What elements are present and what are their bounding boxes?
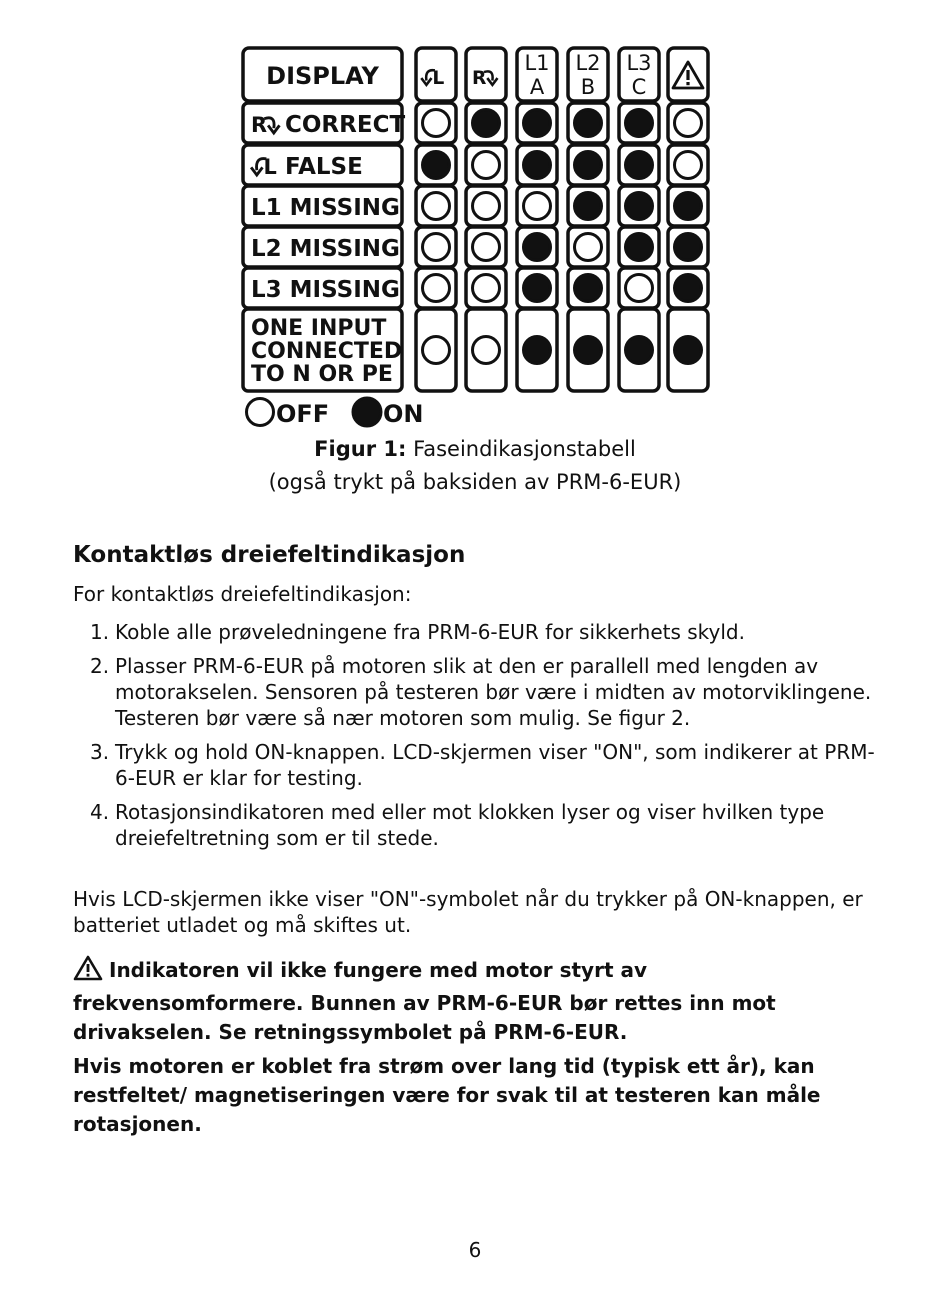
legend-off-label: OFF [276, 400, 330, 428]
legend-on-label: ON [383, 400, 424, 428]
list-item [90, 653, 880, 731]
indicator-off [675, 152, 702, 179]
battery-note: Hvis LCD-skjermen ikke viser "ON"-symbolet når du trykker på ON-knappen, er batteriet utladet og må skiftes ut. [73, 887, 863, 937]
indicator-on [473, 110, 500, 137]
step-text: Plasser PRM-6-EUR på motoren slik at den er parallell med lengden av motorakselen. Sensoren på testeren bør være i midten av motorviklingene. Testeren bør være så nær motoren som mulig. Se figur 2. [115, 654, 872, 730]
svg-text:L: L [263, 155, 277, 179]
phase-table-graphic [0, 0, 950, 440]
indicator-on [524, 110, 551, 137]
indicator-off [575, 234, 602, 261]
indicator-off [524, 193, 551, 220]
indicator-off [423, 275, 450, 302]
section-intro: For kontaktløs dreiefeltindikasjon: [73, 582, 412, 606]
step-text: Koble alle prøveledningene fra PRM-6-EUR for sikkerhets skyld. [115, 620, 745, 644]
list-item [90, 619, 880, 645]
step-number: 4. [90, 800, 110, 824]
row-label-line: TO N OR PE [251, 362, 393, 387]
row-label: L1 MISSING [251, 195, 400, 221]
steps-list [90, 619, 880, 859]
warning-icon [73, 955, 103, 989]
indicator-off [473, 337, 500, 364]
indicator-off [473, 275, 500, 302]
legend-off-circle [247, 399, 274, 426]
indicator-on [675, 275, 702, 302]
indicator-on [575, 152, 602, 179]
indicator-on [675, 193, 702, 220]
indicator-on [575, 110, 602, 137]
indicator-on [423, 152, 450, 179]
step-number: 3. [90, 740, 110, 764]
indicator-on [626, 234, 653, 261]
column-header-phase-sub: C [631, 75, 647, 99]
indicator-on [675, 337, 702, 364]
indicator-on [524, 234, 551, 261]
row-label-line: CONNECTED [251, 339, 403, 364]
column-header-phase-label: L1 [524, 51, 550, 75]
indicator-on [575, 275, 602, 302]
indicator-on [626, 193, 653, 220]
legend-on-circle [353, 398, 381, 426]
page-number: 6 [468, 1238, 482, 1262]
step-number: 2. [90, 654, 110, 678]
indicator-on [575, 337, 602, 364]
display-header-label: DISPLAY [266, 62, 379, 90]
indicator-off [423, 193, 450, 220]
indicator-off [473, 234, 500, 261]
indicator-on [575, 193, 602, 220]
warning-paragraph [73, 955, 873, 1047]
indicator-on [675, 234, 702, 261]
column-header-phase-label: L2 [575, 51, 601, 75]
figure-caption-subtitle: (også trykt på baksiden av PRM-6-EUR) [268, 470, 682, 494]
row-label: L2 MISSING [251, 236, 400, 262]
warning-text: Indikatoren vil ikke fungere med motor styrt av frekvensomformere. Bunnen av PRM-6-EUR bør rettes inn mot drivakselen. Se retningssymbolet på PRM-6-EUR. [73, 958, 776, 1044]
section-heading: Kontaktløs dreiefeltindikasjon [73, 542, 466, 568]
indicator-on [524, 152, 551, 179]
row-label: L3 MISSING [251, 277, 400, 303]
indicator-off [423, 337, 450, 364]
svg-text:R: R [472, 68, 487, 89]
indicator-off [423, 234, 450, 261]
column-header-phase-label: L3 [626, 51, 652, 75]
row-label: CORRECT [285, 112, 406, 138]
indicator-off [626, 275, 653, 302]
magnetization-note: Hvis motoren er koblet fra strøm over lang tid (typisk ett år), kan restfeltet/ magnetiseringen være for svak til at testeren kan måle rotasjonen. [73, 1054, 821, 1136]
figure-caption-title: Faseindikasjonstabell [413, 437, 636, 461]
indicator-on [626, 152, 653, 179]
indicator-on [524, 275, 551, 302]
step-text: Trykk og hold ON-knappen. LCD-skjermen viser "ON", som indikerer at PRM-6-EUR er klar for testing. [115, 740, 875, 790]
indicator-off [675, 110, 702, 137]
list-item [90, 739, 880, 791]
indicator-on [524, 337, 551, 364]
list-item [90, 799, 880, 851]
indicator-off [473, 193, 500, 220]
svg-text:L: L [432, 68, 445, 89]
figure-caption [0, 437, 950, 461]
step-number: 1. [90, 620, 110, 644]
row-label-line: ONE INPUT [251, 316, 387, 341]
indicator-on [626, 110, 653, 137]
step-text: Rotasjonsindikatoren med eller mot klokken lyser og viser hvilken type dreiefeltretning som er til stede. [115, 800, 825, 850]
figure-caption-label: Figur 1: [314, 437, 407, 461]
phase-indication-table [0, 0, 950, 440]
indicator-off [473, 152, 500, 179]
column-header-phase-sub: A [529, 75, 545, 99]
column-header-phase-sub: B [580, 75, 596, 99]
svg-text:R: R [251, 113, 268, 137]
indicator-off [423, 110, 450, 137]
indicator-on [626, 337, 653, 364]
row-label: FALSE [285, 154, 363, 180]
